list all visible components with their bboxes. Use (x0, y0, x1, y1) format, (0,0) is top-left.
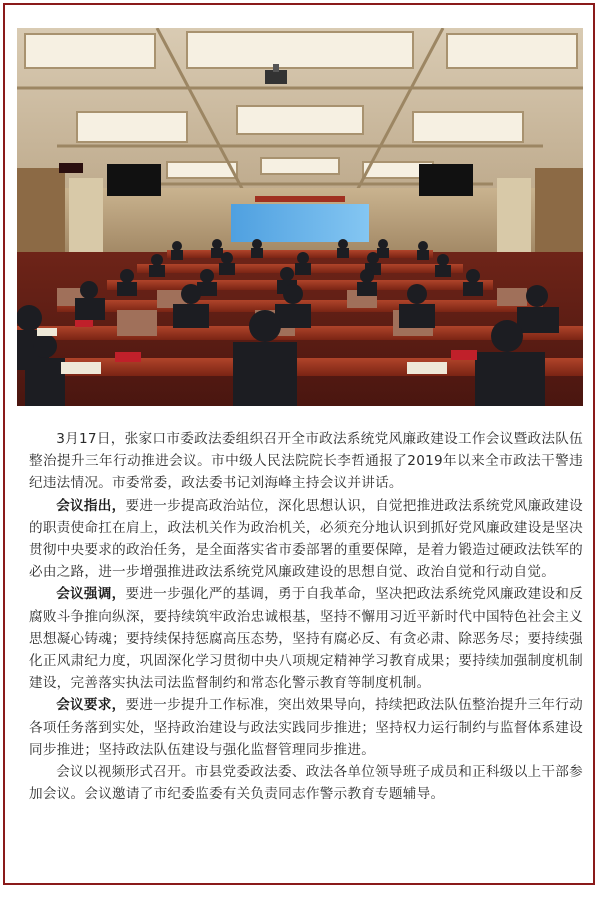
article-paragraph-4 (29, 694, 583, 761)
paragraph-text: 要进一步强化严的基调，勇于自我革命，坚决把政法系统党风廉政建设和反腐败斗争推向纵深，要持续筑牢政治忠诚根基，坚持不懈用习近平新时代中国特色社会主义思想凝心铸魂；要持续保持惩腐高压态势，坚持有腐必反、有贪必肃、除恶务尽；要持续强化正风肃纪力度，巩固深化学习贯彻中央八项规定精神学习教育成果；要持续加强制度机制建设，完善落实执法司法监督制约和常态化警示教育等制度机制。 (29, 586, 584, 692)
meeting-photo (17, 28, 583, 406)
paragraph-text: 3月17日，张家口市委政法委组织召开全市政法系统党风廉政建设工作会议暨政法队伍整治提升三年行动推进会议。市中级人民法院院长李哲通报了2019年以来全市政法干警违纪违法情况。市委常委，政法委书记刘海峰主持会议并讲话。 (29, 431, 583, 492)
article-paragraph-1 (29, 428, 583, 495)
paragraph-lead: 会议强调， (56, 586, 126, 603)
article-paragraph-2 (29, 495, 583, 584)
meeting-hall-illustration (17, 28, 583, 406)
paragraph-text: 会议以视频形式召开。市县党委政法委、政法各单位领导班子成员和正科级以上干部参加会议。会议邀请了市纪委监委有关负责同志作警示教育专题辅导。 (29, 764, 583, 803)
paragraph-text: 要进一步提升工作标准，突出效果导向，持续把政法队伍整治提升三年行动各项任务落到实处，坚持政治建设与政法实践同步推进；坚持权力运行制约与监督体系建设同步推进；坚持政法队伍建设与强化监督管理同步推进。 (29, 697, 584, 758)
paragraph-text: 要进一步提高政治站位，深化思想认识，自觉把推进政法系统党风廉政建设的职责使命扛在肩上，政法机关作为政治机关，必须充分地认识到抓好党风廉政建设是坚决贯彻中央要求的政治任务，是全面落实省市委部署的重要保障，是着力锻造过硬政法铁军的必由之路，进一步增强推进政法系统党风廉政建设的思想自觉、政治自觉和行动自觉。 (29, 497, 584, 581)
article-body (29, 428, 583, 805)
article-paragraph-5 (29, 761, 583, 805)
paragraph-lead: 会议要求， (56, 697, 126, 714)
article-paragraph-3 (29, 583, 583, 694)
paragraph-lead: 会议指出， (56, 497, 126, 514)
